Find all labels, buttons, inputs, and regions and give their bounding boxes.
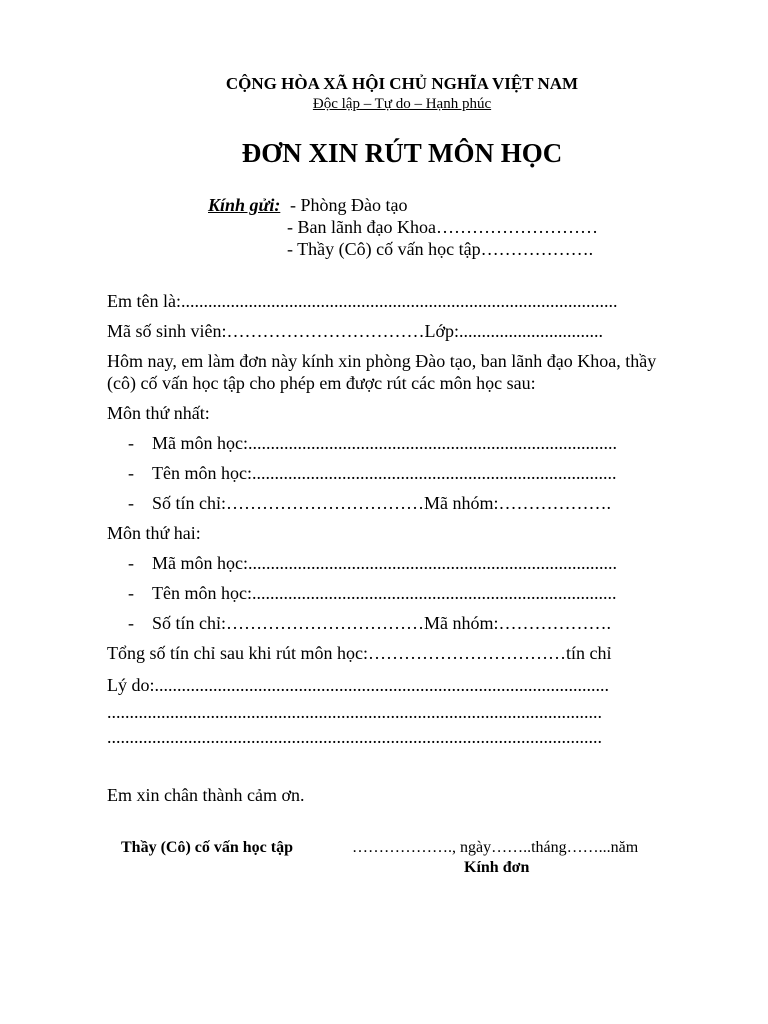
course1-credits-text: Số tín chỉ:……………………………Mã nhóm:………………. <box>152 493 611 513</box>
student-id-class-line: Mã số sinh viên:……………………………Lớp:................................ <box>107 321 604 341</box>
course2-credits-text: Số tín chỉ:……………………………Mã nhóm:………………. <box>152 613 611 633</box>
course2-heading: Môn thứ hai: <box>107 523 201 543</box>
course1-code-text: Mã môn học:.................................................................................. <box>152 433 617 453</box>
recipient-label: Kính gửi: <box>208 195 281 215</box>
course2-name-text: Tên môn học:................................................................................. <box>152 583 617 603</box>
course2-code-text: Mã môn học:.................................................................................. <box>152 553 617 573</box>
course2-credits-line: - Số tín chỉ:……………………………Mã nhóm:………………. <box>128 613 611 633</box>
request-paragraph-line: Hôm nay, em làm đơn này kính xin phòng Đào tạo, ban lãnh đạo Khoa, thầy <box>107 351 657 371</box>
recipient-item: - Ban lãnh đạo Khoa……………………… <box>287 217 598 237</box>
course1-name-text: Tên môn học:................................................................................. <box>152 463 617 483</box>
recipient-item: - Phòng Đào tạo <box>290 195 408 215</box>
total-credits-line: Tổng số tín chỉ sau khi rút môn học:……………………………tín chỉ <box>107 643 612 663</box>
request-paragraph-line: (cô) cố vấn học tập cho phép em được rút các môn học sau: <box>107 373 536 393</box>
course1-code-line: - Mã môn học:.................................................................................. <box>128 433 617 453</box>
advisor-signature-label: Thầy (Cô) cố vấn học tập <box>121 839 294 856</box>
reason-line: Lý do:..................................................................................................... <box>107 675 609 695</box>
nation-heading: CỘNG HÒA XÃ HỘI CHỦ NGHĨA VIỆT NAM <box>225 74 579 93</box>
document-title: ĐƠN XIN RÚT MÔN HỌC <box>241 138 563 168</box>
student-name-line: Em tên là:................................................................................................. <box>107 291 618 311</box>
reason-continuation-line: .............................................................................................................. <box>107 702 602 722</box>
applicant-signature-label: Kính đơn <box>464 859 530 876</box>
recipient-item: - Thầy (Cô) cố vấn học tập………………. <box>287 239 594 259</box>
course2-code-line: - Mã môn học:.................................................................................. <box>128 553 617 573</box>
national-motto-text: Độc lập – Tự do – Hạnh phúc <box>312 96 492 112</box>
date-line: ………………., ngày……..tháng……...năm <box>352 839 639 856</box>
course1-heading: Môn thứ nhất: <box>107 403 210 423</box>
reason-continuation-line: .............................................................................................................. <box>107 727 602 747</box>
course2-name-line: - Tên môn học:................................................................................. <box>128 583 617 603</box>
course1-credits-line: - Số tín chỉ:……………………………Mã nhóm:………………. <box>128 493 611 513</box>
national-motto <box>0 96 768 113</box>
course1-name-line: - Tên môn học:................................................................................. <box>128 463 617 483</box>
thanks-line: Em xin chân thành cảm ơn. <box>107 785 305 805</box>
